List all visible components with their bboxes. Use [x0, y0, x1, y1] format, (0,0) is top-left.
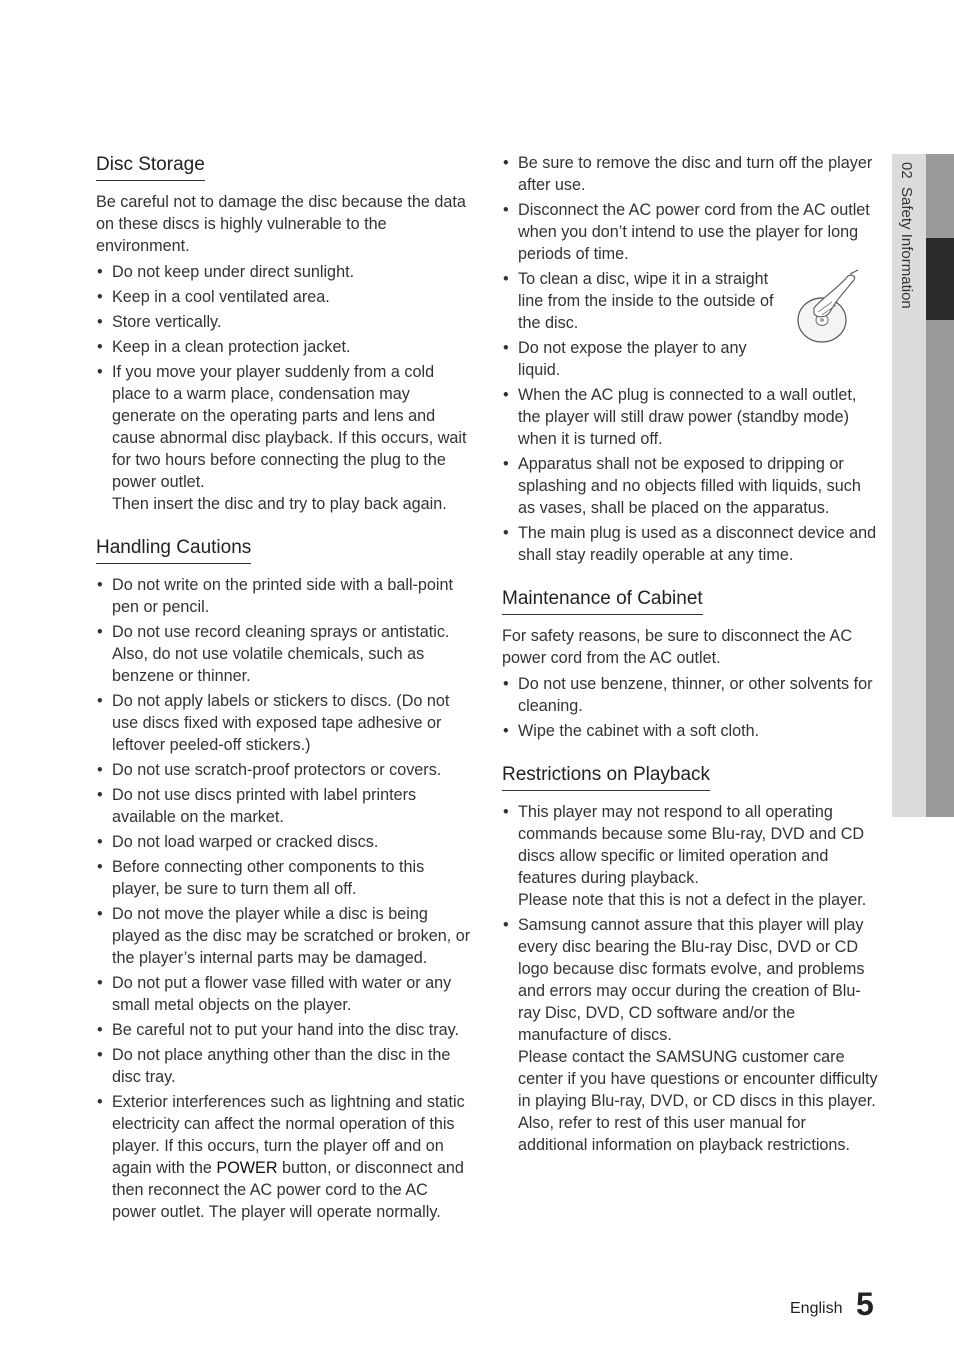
- handling-list: [96, 574, 474, 1223]
- list-item-continuation: Then insert the disc and try to play back again.: [112, 495, 447, 513]
- list-item-text: button, or disconnect and then reconnect the AC power cord to the AC power outlet. The player will operate normally.: [112, 1159, 464, 1221]
- list-item: • Store vertically.: [96, 311, 474, 333]
- list-item: • Do not use benzene, thinner, or other solvents for cleaning.: [502, 673, 878, 717]
- list-item: • Do not put a flower vase filled with water or any small metal objects on the player.: [96, 972, 474, 1016]
- list-item: • Apparatus shall not be exposed to dripping or splashing and no objects filled with liquids, such as vases, shall be placed on the apparatus.: [502, 453, 878, 519]
- list-item: • Be sure to remove the disc and turn off the player after use.: [502, 152, 878, 196]
- list-item: • When the AC plug is connected to a wall outlet, the player will still draw power (standby mode) when it is turned off.: [502, 384, 878, 450]
- list-item: • Do not load warped or cracked discs.: [96, 831, 474, 853]
- restrictions-section: [502, 762, 878, 1156]
- list-item-continuation: Please contact the SAMSUNG customer care center if you have questions or encounter difficulty in playing Blu-ray, DVD, or CD discs in this player. Also, refer to rest of this user manual for additional information on playback restrictions.: [518, 1048, 878, 1154]
- left-column: [96, 152, 474, 1243]
- handling-section: [96, 535, 474, 1223]
- handling-heading: Handling Cautions: [96, 535, 251, 564]
- restrictions-list: [502, 801, 878, 1156]
- maintenance-heading: Maintenance of Cabinet: [502, 586, 703, 615]
- disc-storage-section: [96, 152, 474, 515]
- list-item: • Wipe the cabinet with a soft cloth.: [502, 720, 878, 742]
- list-item: • To clean a disc, wipe it in a straight line from the inside to the outside of the disc.: [502, 268, 786, 334]
- list-item: • Do not use record cleaning sprays or antistatic. Also, do not use volatile chemicals, such as benzene or thinner.: [96, 621, 474, 687]
- list-item-text: Samsung cannot assure that this player will play every disc bearing the Blu-ray Disc, DVD or CD logo because disc formats evolve, and problems and errors may occur during the creation of Blu-ray Disc, DVD, CD software and/or the manufacture of discs.: [518, 916, 865, 1044]
- list-item-text: Exterior interferences such as lightning and static electricity can affect the normal operation of this player. If this occurs, turn the player off and on again with the: [112, 1093, 465, 1177]
- list-item: • Before connecting other components to this player, be sure to turn them all off.: [96, 856, 474, 900]
- restrictions-heading: Restrictions on Playback: [502, 762, 710, 791]
- list-item: • Do not use discs printed with label printers available on the market.: [96, 784, 474, 828]
- disc-storage-heading: Disc Storage: [96, 152, 205, 181]
- maintenance-list: [502, 673, 878, 742]
- list-item: • Disconnect the AC power cord from the AC outlet when you don’t intend to use the player for long periods of time.: [502, 199, 878, 265]
- list-item: [96, 1091, 474, 1223]
- general-cautions-section: [502, 152, 878, 566]
- list-item: • The main plug is used as a disconnect device and shall stay readily operable at any time.: [502, 522, 878, 566]
- disc-storage-list: [96, 261, 474, 515]
- list-item-continuation: Please note that this is not a defect in the player.: [518, 891, 867, 909]
- list-item: • Keep in a clean protection jacket.: [96, 336, 474, 358]
- list-item: • Do not place anything other than the disc in the disc tray.: [96, 1044, 474, 1088]
- footer-language: English: [790, 1300, 843, 1317]
- list-item: • Do not expose the player to any liquid.: [502, 337, 786, 381]
- page-number: 5: [856, 1286, 874, 1322]
- list-item: • Be careful not to put your hand into the disc tray.: [96, 1019, 474, 1041]
- chapter-label: 02 Safety Information: [898, 162, 915, 309]
- general-cautions-list: [502, 152, 878, 566]
- disc-cleaning-illustration: [792, 268, 864, 350]
- list-item: • Do not write on the printed side with a ball-point pen or pencil.: [96, 574, 474, 618]
- list-item: [96, 361, 474, 515]
- disc-storage-intro: Be careful not to damage the disc because the data on these discs is highly vulnerable to the environment.: [96, 193, 466, 255]
- list-item: • Keep in a cool ventilated area.: [96, 286, 474, 308]
- list-item: • Do not keep under direct sunlight.: [96, 261, 474, 283]
- list-item: • Do not apply labels or stickers to discs. (Do not use discs fixed with exposed tape adhesive or leftover peeled-off stickers.): [96, 690, 474, 756]
- maintenance-intro: For safety reasons, be sure to disconnect the AC power cord from the AC outlet.: [502, 627, 853, 667]
- list-item: [502, 801, 878, 911]
- power-button-label: POWER: [216, 1159, 278, 1177]
- list-item-text: This player may not respond to all operating commands because some Blu-ray, DVD and CD discs allow specific or limited operation and features during playback.: [518, 803, 865, 887]
- list-item: • Do not move the player while a disc is being played as the disc may be scratched or broken, or the player’s internal parts may be damaged.: [96, 903, 474, 969]
- side-tab-marker: [926, 238, 954, 320]
- list-item: • Do not use scratch-proof protectors or covers.: [96, 759, 474, 781]
- list-item-text: If you move your player suddenly from a cold place to a warm place, condensation may generate on the operating parts and lens and cause abnormal disc playback. If this occurs, wait for two hours before connecting the plug to the power outlet.: [112, 363, 467, 491]
- list-item: [502, 914, 878, 1156]
- maintenance-section: [502, 586, 878, 742]
